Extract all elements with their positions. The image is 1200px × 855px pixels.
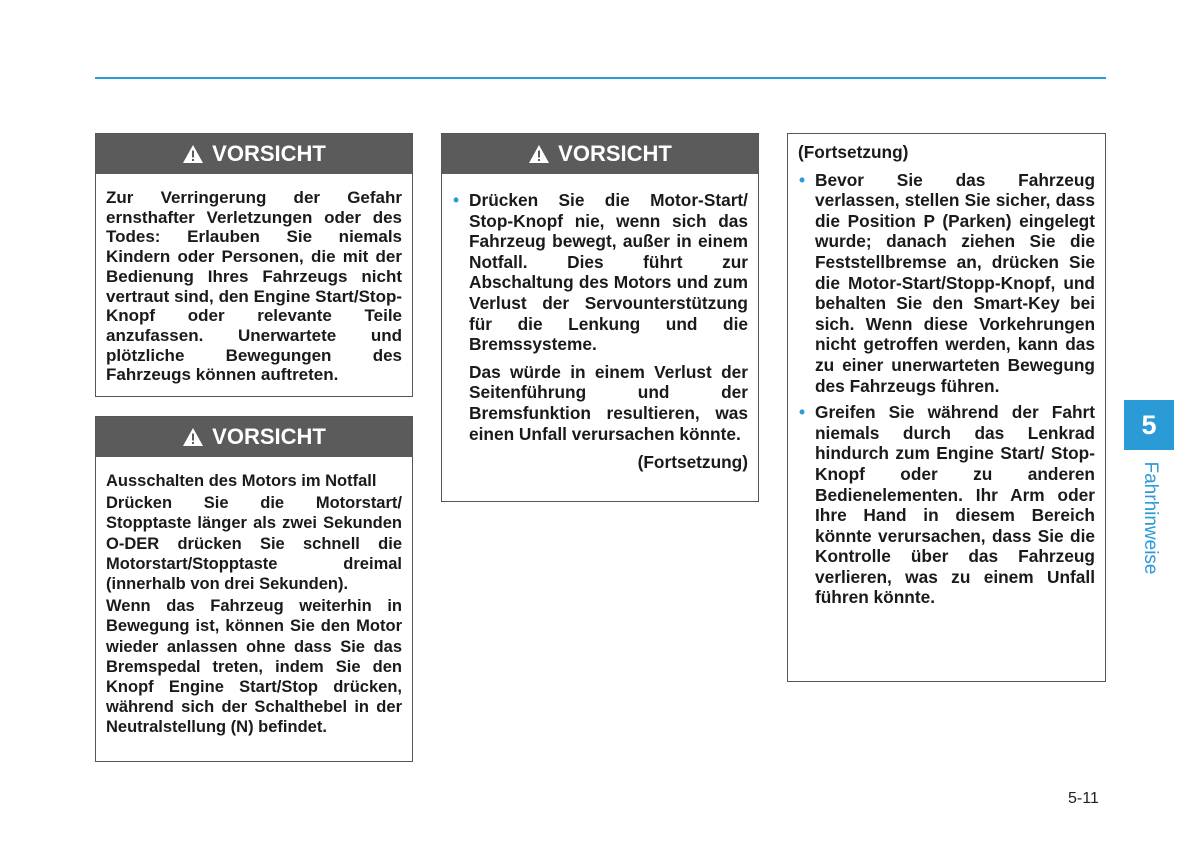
chapter-tab: 5	[1124, 400, 1174, 450]
caution-header	[96, 417, 412, 457]
bullet-icon: •	[799, 169, 806, 190]
bullet-paragraph: Das würde in einem Verlust der Seitenführung und der Bremsfunktion resultieren, was einen Unfall verursachen könnte.	[469, 361, 748, 444]
caution-box-emergency-stop	[95, 416, 413, 762]
chapter-title: Fahrhinweise	[1140, 461, 1161, 575]
bullet-item	[798, 170, 1095, 397]
caution-header	[442, 134, 758, 174]
bullet-text: Greifen Sie während der Fahrt niemals durch das Lenkrad hindurch zum Engine Start/ Stop-Knopf oder zu anderen Bedienelementen. Ihr Arm oder Ihre Hand in diesem Bereich könnte verursachen, dass Sie die Kontrolle über das Fahrzeug verlieren, was zu einem Unfall führen könnte.	[815, 402, 1095, 608]
page-number: 5-11	[1068, 790, 1099, 807]
bullet-icon: •	[453, 190, 460, 210]
caution-header	[96, 134, 412, 174]
caution-text: Zur Verringerung der Gefahr ernsthafter Verletzungen oder des Todes: Erlauben Sie niemals Kindern oder Personen, die mit der Bedienung Ihres Fahrzeugs nicht vertraut sind, den Engine Start/Stop-Knopf oder relevante Teile anzufassen. Unerwartete und plötzliche Bewegungen des Fahrzeugs können auftreten.	[106, 188, 402, 385]
warning-triangle-icon	[182, 427, 204, 447]
bullet-item	[452, 190, 748, 473]
continuation-label: (Fortsetzung)	[637, 452, 748, 473]
warning-triangle-icon	[528, 144, 550, 164]
top-rule	[95, 77, 1106, 79]
caution-subheading: Ausschalten des Motors im Notfall	[106, 472, 377, 490]
caution-title: VORSICHT	[212, 141, 326, 166]
bullet-paragraph: Drücken Sie die Motor-Start/ Stop-Knopf nie, wenn sich das Fahrzeug bewegt, außer in einem Notfall. Dies führt zur Abschaltung des Motors und zum Verlust der Servounterstützung für die Lenkung und die Bremssysteme.	[469, 190, 748, 355]
bullet-item	[798, 402, 1095, 608]
caution-box-continued	[787, 133, 1106, 682]
warning-triangle-icon	[182, 144, 204, 164]
bullet-icon: •	[799, 402, 806, 423]
caution-paragraph: Wenn das Fahrzeug weiterhin in Bewegung ist, können Sie den Motor wieder anlassen ohne dass Sie das Bremspedal treten, indem Sie den Knopf Engine Start/Stop drücken, während sich der Schalthebel in der Neutralstellung (N) befindet.	[106, 597, 402, 737]
caution-paragraph: Drücken Sie die Motorstart/ Stopptaste länger als zwei Sekunden O-DER drücken Sie schnell die Motorstart/Stopptaste dreimal (innerhalb von drei Sekunden).	[106, 494, 402, 594]
caution-title: VORSICHT	[558, 141, 672, 166]
continuation-label: (Fortsetzung)	[798, 142, 909, 162]
caution-box-moving-vehicle	[441, 133, 759, 502]
caution-title: VORSICHT	[212, 424, 326, 449]
caution-box-child-safety	[95, 133, 413, 397]
bullet-text: Bevor Sie das Fahrzeug verlassen, stellen Sie sicher, dass die Position P (Parken) eingelegt wurde; danach ziehen Sie die Feststellbremse an, drücken Sie die Motor-Start/Stopp-Knopf, und behalten Sie den Smart-Key bei sich. Wenn diese Vorkehrungen nicht getroffen werden, kann das zu einer unerwarteten Bewegung des Fahrzeugs führen.	[815, 169, 1095, 396]
